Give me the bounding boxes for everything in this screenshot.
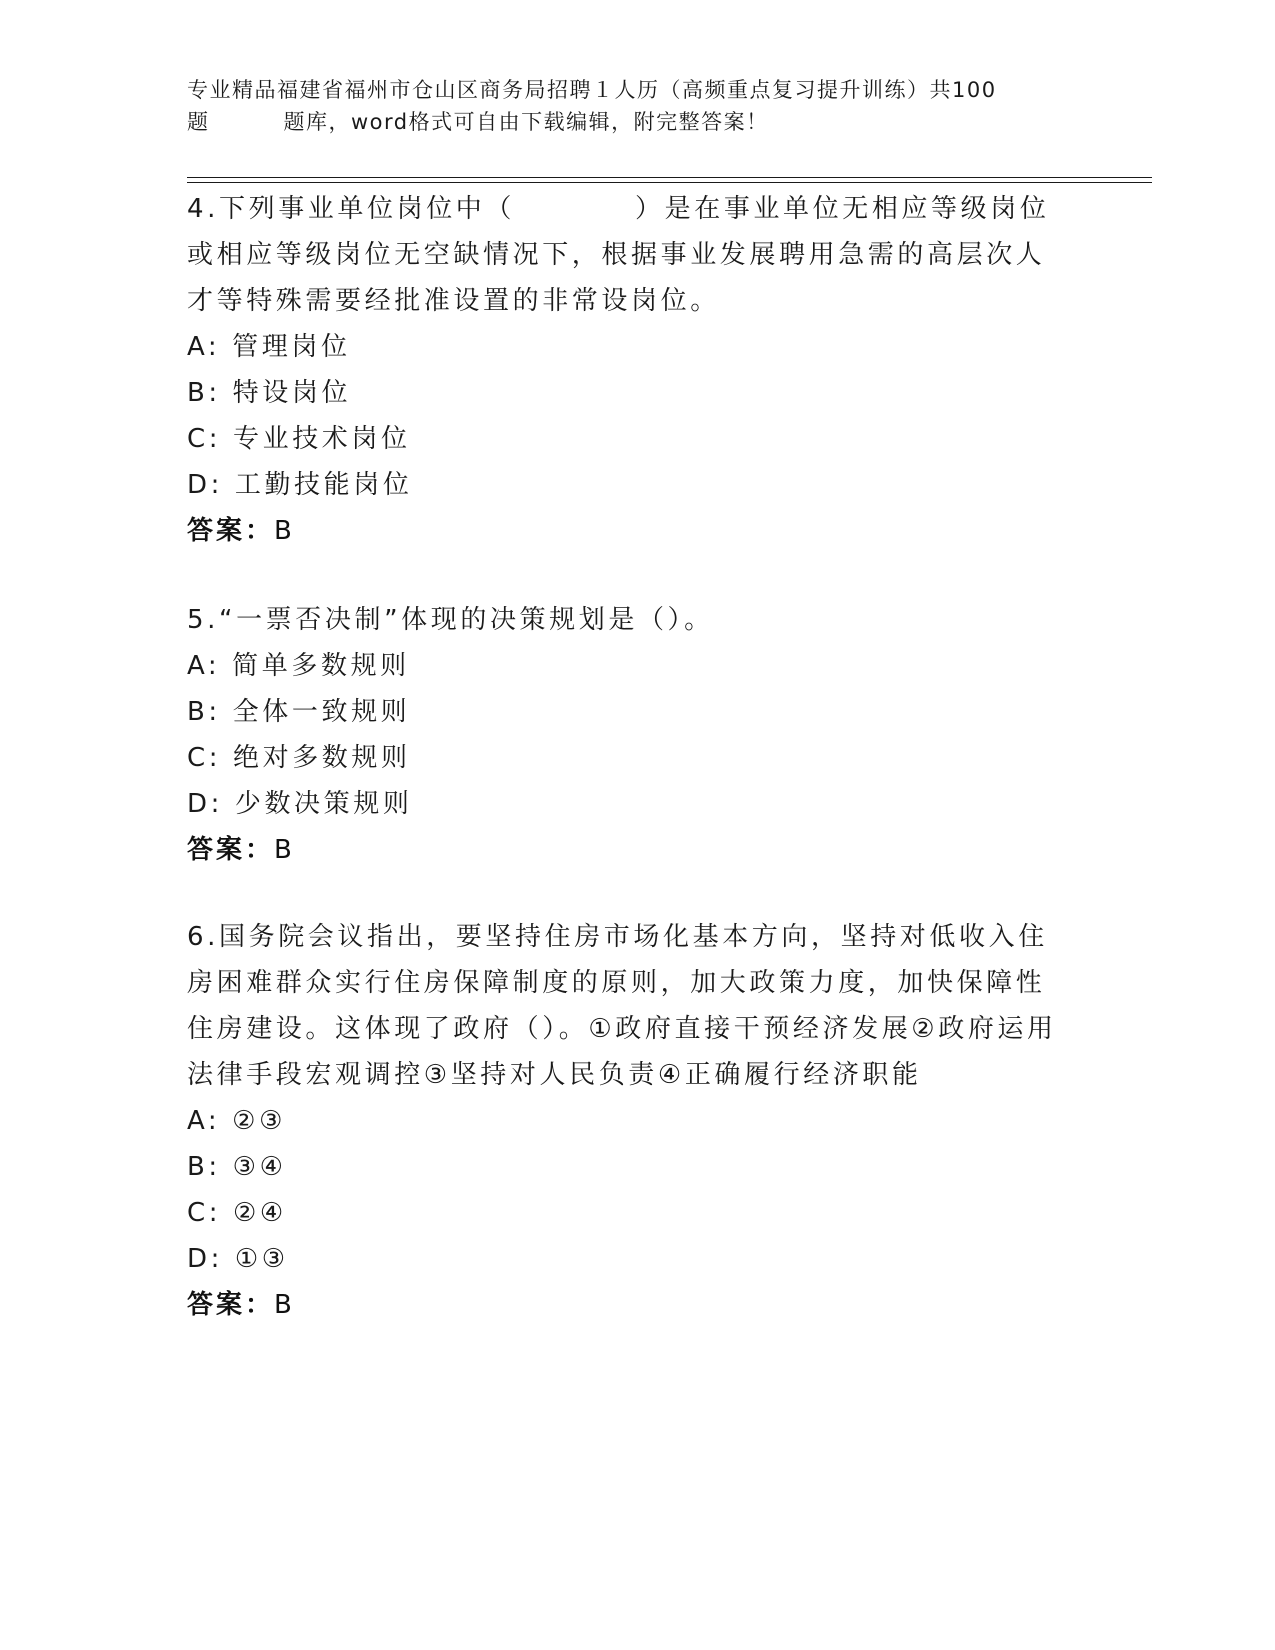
header-line-2: [187, 106, 1087, 138]
option-letter: D:: [187, 470, 223, 500]
option-d: [187, 462, 1067, 508]
question-text-end: ）是在事业单位无相应等级岗位或相应等级岗位无空缺情况下，根据事业发展聘用急需的高层次人才等特殊需要经批准设置的非常设岗位。: [187, 194, 1050, 316]
option-c: [187, 416, 1067, 462]
answer-label: 答案：: [187, 1290, 275, 1320]
option-text: 全体一致规则: [232, 697, 411, 727]
answer-line: [187, 1282, 1067, 1328]
question-5: [187, 597, 1067, 873]
option-list: [187, 1098, 1067, 1282]
header-line-1: 专业精品福建省福州市仓山区商务局招聘１人历（高频重点复习提升训练）共100: [187, 78, 997, 102]
answer-value: B: [274, 1290, 293, 1320]
option-d: [187, 781, 1067, 827]
answer-label: 答案：: [187, 516, 275, 546]
option-a: [187, 1098, 1067, 1144]
option-letter: C:: [187, 1198, 222, 1228]
option-text: ②④: [233, 1198, 287, 1228]
document-header: [187, 74, 1087, 138]
option-letter: A:: [187, 332, 221, 362]
question-text: [187, 186, 1067, 324]
answer-value: B: [274, 516, 293, 546]
option-text: ①③: [234, 1244, 289, 1274]
option-text: 绝对多数规则: [233, 743, 411, 773]
header-divider-top: [187, 177, 1152, 178]
option-letter: D:: [187, 789, 223, 819]
option-text: 简单多数规则: [232, 651, 410, 681]
option-d: [187, 1236, 1067, 1282]
option-text: ③④: [232, 1152, 287, 1182]
option-text: 专业技术岗位: [233, 424, 411, 454]
option-text: 管理岗位: [232, 332, 351, 362]
option-letter: B:: [187, 697, 221, 727]
option-b: [187, 689, 1067, 735]
option-c: [187, 735, 1067, 781]
option-text: 工勤技能岗位: [234, 470, 413, 500]
option-letter: C:: [187, 424, 222, 454]
option-b: [187, 1144, 1067, 1190]
header-divider-bottom: [187, 182, 1152, 183]
question-6: [187, 914, 1067, 1328]
option-text: 少数决策规则: [234, 789, 413, 819]
option-letter: A:: [187, 651, 221, 681]
answer-line: [187, 827, 1067, 873]
answer-line: [187, 508, 1067, 554]
answer-label: 答案：: [187, 835, 275, 865]
answer-value: B: [274, 835, 293, 865]
option-letter: B:: [187, 1152, 221, 1182]
option-text: ②③: [232, 1106, 286, 1136]
option-a: [187, 324, 1067, 370]
option-a: [187, 643, 1067, 689]
question-text: 6.国务院会议指出，要坚持住房市场化基本方向，坚持对低收入住房困难群众实行住房保障制度的原则，加大政策力度，加快保障性住房建设。这体现了政府（）。①政府直接干预经济发展②政府运用法律手段宏观调控③坚持对人民负责④正确履行经济职能: [187, 922, 1057, 1090]
question-text: 5.“一票否决制”体现的决策规划是（）。: [187, 605, 714, 635]
option-letter: B:: [187, 378, 221, 408]
option-list: [187, 643, 1067, 827]
option-b: [187, 370, 1067, 416]
option-letter: C:: [187, 743, 222, 773]
option-c: [187, 1190, 1067, 1236]
option-list: [187, 324, 1067, 508]
option-letter: A:: [187, 1106, 221, 1136]
header-line-2-rest: 题库，word格式可自由下载编辑，附完整答案！: [283, 110, 769, 134]
option-text: 特设岗位: [232, 378, 352, 408]
question-4: [187, 186, 1067, 554]
header-line-2-start: 题: [187, 110, 210, 134]
option-letter: D:: [187, 1244, 223, 1274]
question-text-start: 4.下列事业单位岗位中（: [187, 194, 516, 224]
